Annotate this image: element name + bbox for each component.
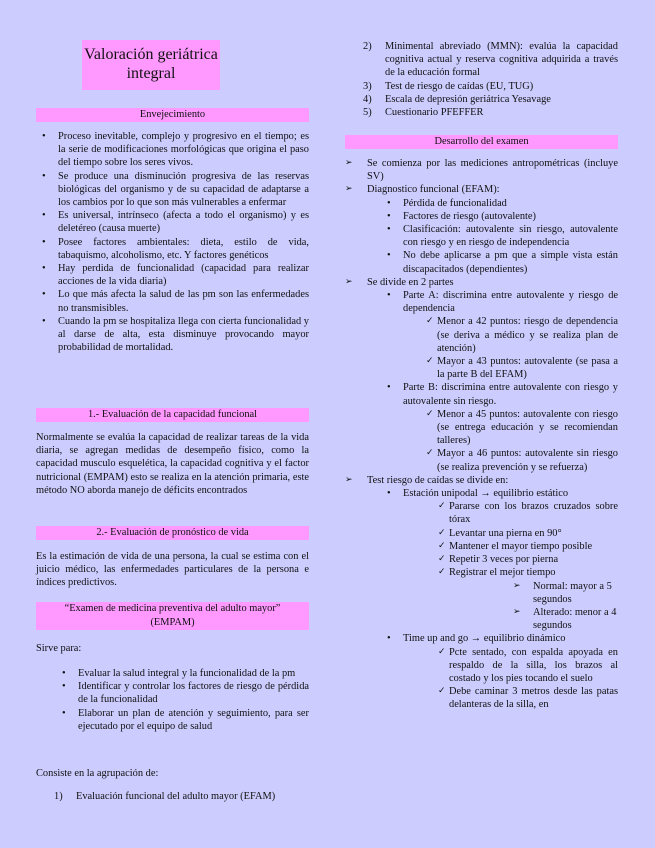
consiste-item-1 (54, 790, 309, 803)
parte-b-list-item: ✓ Menor a 45 puntos: autovalente con riesgo (se entrega educación y se recomiendan talleres) (437, 408, 618, 448)
parte-b-item: • Parte B: discrimina entre autovalente con riesgo y autovalente sin riesgo. (403, 381, 618, 407)
parte-a-list (403, 315, 618, 381)
consiste-list-item (363, 80, 618, 93)
section-heading-capacidad-funcional: 1.- Evaluación de la capacidad funcional (36, 408, 309, 422)
estacion-unipodal-list-item: ✓ Repetir 3 veces por pierna (449, 553, 618, 566)
registro-tiempo-list-item: ➢ Alterado: menor a 4 segundos (513, 606, 618, 632)
estacion-unipodal-item: • Estación unipodal → equilibrio estático (403, 487, 618, 500)
envejecimiento-list-item: • Cuando la pm se hospitaliza llega con cierta funcionalidad y al darse de alta, esta disminuye provocando mayor probabilidad de mortalidad. (36, 315, 309, 355)
diagnostico-funcional-list-item: • No debe aplicarse a pm que a simple vista están discapacitados (dependientes) (403, 249, 618, 275)
list-item-text: Minimental abreviado (MMN): evalúa la capacidad cognitiva actual y reserva cognitiva adquirida a través de la educación formal (385, 41, 618, 79)
parte-b-list (403, 408, 618, 474)
list-item-text: Escala de depresión geriátrica Yesavage (385, 93, 551, 105)
envejecimiento-list-item: • Hay perdida de funcionalidad (capacidad para realizar acciones de la vida diaria) (36, 262, 309, 288)
sirve-para-list-item: • Identificar y controlar los factores de riesgo de pérdida de la funcionalidad (56, 680, 309, 706)
registro-tiempo-list (403, 580, 618, 633)
empam-heading (36, 602, 309, 630)
estacion-unipodal-list-item: ✓ Registrar el mejor tiempo (449, 566, 618, 579)
sirve-para-list-item: • Elaborar un plan de atención y seguimiento, para ser ejecutado por el equipo de salud (56, 707, 309, 733)
section-heading-pronostico-vida: 2.- Evaluación de pronóstico de vida (36, 526, 309, 540)
consiste-list-item (363, 40, 618, 80)
desarrollo-content (345, 157, 618, 712)
list-item-number: 3) (363, 80, 372, 92)
diagnostico-funcional-list-item: • Clasificación: autovalente sin riesgo, autovalente con riesgo y en riesgo de independencia (403, 223, 618, 249)
consiste-list-continued (363, 40, 618, 119)
test-caidas-item: ➢ Test riesgo de caídas se divide en: (345, 474, 618, 487)
time-up-and-go-list-item: ✓ Debe caminar 3 metros desde las patas delanteras de la silla, en (449, 685, 618, 711)
list-item-number: 5) (363, 107, 372, 119)
page-title: Valoración geriátrica integral (82, 40, 220, 90)
list-item-text: Test de riesgo de caídas (EU, TUG) (385, 80, 534, 92)
sirve-para-list (56, 667, 309, 733)
consiste-item-1-text: Evaluación funcional del adulto mayor (EFAM) (76, 791, 276, 802)
parte-a-list-item: ✓ Menor a 42 puntos: riesgo de dependencia (se deriva a médico y se realiza plan de atención) (437, 315, 618, 355)
consiste-list-item (363, 106, 618, 119)
section-heading-envejecimiento: Envejecimiento (36, 108, 309, 122)
diagnostico-funcional-list (345, 197, 618, 276)
diagnostico-funcional-item: ➢ Diagnostico funcional (EFAM): (345, 183, 618, 196)
estacion-unipodal-list (403, 500, 618, 579)
antropometria-item: ➢ Se comienza por las mediciones antropométricas (incluye SV) (345, 157, 618, 183)
diagnostico-funcional-list-item: • Factores de riesgo (autovalente) (403, 210, 618, 223)
parte-a-item: • Parte A: discrimina entre autovalente y riesgo de dependencia (403, 289, 618, 315)
envejecimiento-list (36, 130, 309, 354)
list-item-number: 4) (363, 93, 372, 105)
section-heading-desarrollo: Desarrollo del examen (345, 135, 618, 149)
time-up-and-go-list-item: ✓ Pcte sentado, con espalda apoyada en respaldo de la silla, los brazos al costado y los pies tocando el suelo (449, 646, 618, 686)
envejecimiento-list-item: • Proceso inevitable, complejo y progresivo en el tiempo; es la serie de modificaciones morfológicas que origina el paso del tiempo sobre los seres vivos. (36, 130, 309, 170)
parte-b-list-item: ✓ Mayor a 46 puntos: autovalente sin riesgo (se realiza prevención y se refuerza) (437, 447, 618, 473)
time-up-and-go-item: • Time up and go → equilibrio dinámico (403, 632, 618, 645)
registro-tiempo-list-item: ➢ Normal: mayor a 5 segundos (513, 580, 618, 606)
divide-partes-item: ➢ Se divide en 2 partes (345, 276, 618, 289)
envejecimiento-list-item: • Lo que más afecta la salud de las pm son las enfermedades no transmisibles. (36, 288, 309, 314)
time-up-and-go-list (403, 646, 618, 712)
pronostico-vida-paragraph: Es la estimación de vida de una persona, la cual se estima con el juicio médico, las enfermedades particulares de la persona e índices predictivos. (36, 551, 309, 589)
diagnostico-funcional-list-item: • Pérdida de funcionalidad (403, 197, 618, 210)
estacion-unipodal-list-item: ✓ Mantener el mayor tiempo posible (449, 540, 618, 553)
sirve-para-list-item: • Evaluar la salud integral y la funcionalidad de la pm (56, 667, 309, 680)
sirve-para-label: Sirve para: (36, 643, 82, 654)
envejecimiento-list-item: • Posee factores ambientales: dieta, estilo de vida, tabaquismo, alcoholismo, etc. Y factores genéticos (36, 236, 309, 262)
consiste-label: Consiste en la agrupación de: (36, 768, 159, 779)
envejecimiento-list-item: • Se produce una disminución progresiva de las reservas biológicas del organismo y de su capacidad de adaptarse a los cambios por lo que son más vulnerables a enfermar (36, 170, 309, 210)
estacion-unipodal-list-item: ✓ Pararse con los brazos cruzados sobre tórax (449, 500, 618, 526)
list-item-text: Cuestionario PFEFFER (385, 107, 484, 119)
consiste-item-1-number: 1) (54, 791, 63, 802)
estacion-unipodal-list-item: ✓ Levantar una pierna en 90° (449, 527, 618, 540)
empam-heading-line1: “Examen de medicina preventiva del adulto mayor” (64, 603, 281, 614)
empam-heading-line2: (EMPAM) (150, 616, 195, 628)
consiste-list-item (363, 93, 618, 106)
capacidad-funcional-paragraph: Normalmente se evalúa la capacidad de realizar tareas de la vida diaria, se agregan medidas de desempeño físico, como la capacidad musculo esquelética, la capacidad cognitiva y el factor nutricional (EMPAM) esto se realiza en la atención primaria, este método NO aborda manejo de déficits encontrados (36, 432, 309, 496)
list-item-number: 2) (363, 41, 372, 52)
envejecimiento-list-item: • Es universal, intrínseco (afecta a todo el organismo) y es deletéreo (causa muerte) (36, 209, 309, 235)
parte-a-list-item: ✓ Mayor a 43 puntos: autovalente (se pasa a la parte B del EFAM) (437, 355, 618, 381)
